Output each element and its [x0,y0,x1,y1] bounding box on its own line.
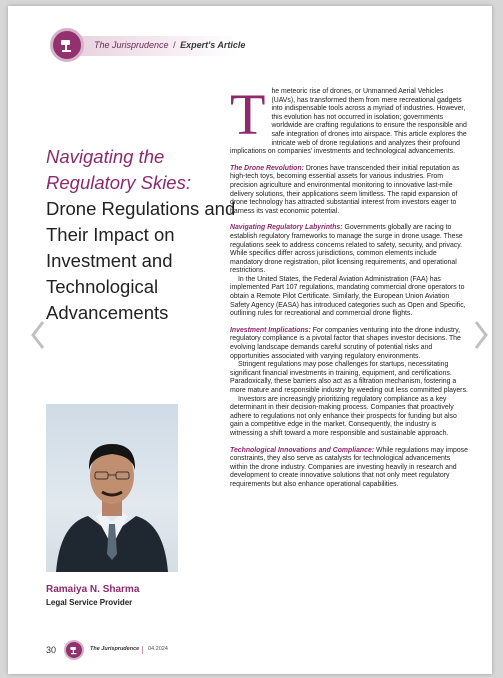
footer-divider [142,646,143,654]
page-footer [46,640,246,662]
page-header [50,28,246,68]
intro-text: he meteoric rise of drones, or Unmanned Aerial Vehicles (UAVs), has transformed them from mere recreational gadgets into indispensable tools across a myriad of industries. However, this evolution has not occurred in isolation; governments worldwide are crafting regulations to ensure the responsible and safe integration of drones into airspace. This article explores the intricate web of drone regulations and analyzes their profound implications on companies' investments and technological advancements. [230,88,467,156]
intro-paragraph [230,82,468,157]
footer-issue: 04.2024 [148,646,168,652]
section-paragraph [230,447,468,490]
gavel-logo-icon [64,640,84,660]
section-text: In the United States, the Federal Aviation Administration (FAA) has implemented Part 107 regulations, mandating commercial drone operators to obtain a Remote Pilot Certificate. Similarly, the European Union Aviation Safety Agency (EASA) has introduced categories such as Open and Specific, outlining rules for recreational and commercial drone flights. [230,275,466,318]
header-separator: / [173,40,176,50]
title-accent: Navigating the Regulatory Skies: [46,146,191,193]
section-text: Investors are increasingly prioritizing regulatory compliance as a key determinant in their decision-making process. Companies that proactively adhere to regulations not only enhance their prospects for funding but also gain a competitive edge in the market. Consequently, the industry is witnessing a shift toward a more responsible and sustainable approach. [230,395,457,437]
article-title [46,144,236,326]
drop-cap: T [230,82,266,147]
section-text: Drones have transcended their initial reputation as high-tech toys, becoming essential assets for various industries. From precision agriculture and environmental monitoring to innovative last-mile delivery solutions, their applications seem limitless. The rapid expansion of drone technology has attracted substantial interest from investors eager to harness its vast economic potential. [230,164,460,215]
section-text: For companies venturing into the drone industry, regulatory compliance is a pivotal factor that shapes investor decisions. The evolving landscape demands careful scrutiny of potential risks and opportunities associated with varying regulatory environments. [230,326,461,360]
chevron-left-icon[interactable] [30,320,46,350]
section-paragraph [230,165,468,217]
header-section: Expert's Article [180,40,246,50]
section-paragraph [230,224,468,276]
section-text: While regulations may impose constraints, they also serve as catalysts for technological advancements within the drone industry. Companies are investing heavily in research and development to create innovative solutions that not only meet regulatory requirements but also enhance operational capabilities. [230,446,468,488]
section-heading: The Drone Revolution: [230,164,304,172]
section-heading: Investment Implications: [230,326,311,334]
title-rest: Drone Regulations and Their Impact on Investment and Technological Advancements [46,198,236,323]
author-photo [46,404,178,572]
gavel-logo-icon [50,28,84,62]
author-name: Ramaiya N. Sharma [46,584,140,595]
section-heading: Technological Innovations and Compliance: [230,446,375,454]
section-heading: Navigating Regulatory Labyrinths: [230,224,343,232]
section-text: Stringent regulations may pose challenges for startups, necessitating significant financial investments in training, equipment, and certifications. Paradoxically, these barriers also act as a filtration mechanism, fostering a more mature and responsible industry by weeding out less committed players. [230,361,468,394]
section-text: Governments globally are racing to establish regulatory frameworks to manage the surge in drone usage. These regulations seek to address concerns related to safety, security, and privacy. While specifics differ across jurisdictions, common elements include mandatory drone registration, pilot licensing requirements, and operational restrictions. [230,224,463,275]
header-text [94,40,245,50]
magazine-page [8,6,492,674]
chevron-right-icon[interactable] [473,320,489,350]
page-number: 30 [46,645,57,655]
section-paragraph [230,327,468,361]
footer-magazine: The Jurisprudence [90,646,140,652]
author-role: Legal Service Provider [46,598,133,607]
header-magazine: The Jurisprudence [94,40,169,50]
article-body [230,82,468,498]
